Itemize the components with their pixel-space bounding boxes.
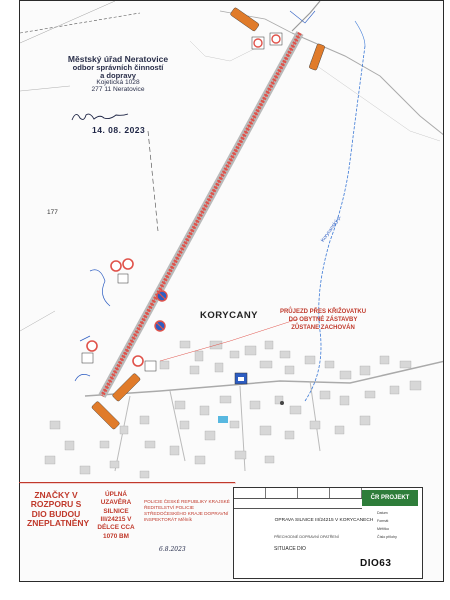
info-sign <box>118 274 128 283</box>
blue-annotation <box>90 270 110 306</box>
project-title: OPRAVA SILNICE III/24215 V KORYCANECH <box>274 518 374 523</box>
legend-invalid-signs: ZNAČKY V ROZPORU S DIO BUDOU ZNEPLATNĚNY <box>27 490 90 529</box>
road <box>292 33 444 136</box>
closure-sign <box>133 356 143 366</box>
stamp-line: Městský úřad Neratovice <box>67 54 169 64</box>
field-path <box>190 41 260 61</box>
tb-meta-item: Měřítko <box>377 526 389 531</box>
stamp-line: 277 11 Neratovice <box>91 85 145 93</box>
tb-row <box>234 498 362 509</box>
closure-sign <box>87 341 97 351</box>
stamp-line: Kojetická 1028 <box>96 78 140 86</box>
sheet-number: DIO63 <box>360 558 392 569</box>
barrier-sign <box>309 43 325 70</box>
tb-cell <box>234 488 266 498</box>
project-subtitle: PŘECHODNÉ DOPRAVNÍ OPATŘENÍ <box>274 535 339 539</box>
closure-sign <box>111 261 121 271</box>
police-stamp: POLICIE ČESKÉ REPUBLIKY KRAJSKÉ ŘEDITELSTVÍ POLICIE STŘEDOČESKÉHO KRAJE DOPRAVNÍ INSPEKTORÁT Mělník <box>144 499 230 522</box>
tb-meta-item: Formát <box>377 518 389 523</box>
water-body <box>218 416 228 423</box>
barrier-sign <box>230 7 260 32</box>
parcel-number: 177 <box>47 209 58 216</box>
point-marker <box>280 401 284 405</box>
closure-sign <box>123 259 133 269</box>
company-logo: ČR PROJEKT <box>362 490 418 506</box>
signature <box>70 110 130 124</box>
no-entry-sign <box>254 39 262 47</box>
handwritten-date-text: 6.8.2023 <box>159 546 186 553</box>
stamp-line: a dopravy <box>100 70 136 80</box>
tb-meta <box>377 510 421 542</box>
stream <box>355 21 365 46</box>
tb-cell <box>266 488 298 498</box>
title-block <box>233 487 423 579</box>
info-sign-glyph <box>238 377 244 381</box>
office-stamp <box>58 55 178 94</box>
town-name: KORYCANY <box>200 310 259 321</box>
boundary-line <box>20 86 70 331</box>
stream-label: Korycanský p. <box>320 214 343 244</box>
boundary-line <box>20 13 140 33</box>
no-entry-sign <box>272 35 280 43</box>
boundary-line <box>148 131 158 231</box>
tb-cell <box>298 488 330 498</box>
handwritten-date <box>159 538 186 556</box>
tb-cell <box>330 488 362 498</box>
legend-closure: ÚPLNÁ UZAVĚRA SILNICE III/24215 V DÉLCE CCA 1070 BM <box>97 491 135 540</box>
blue-annotation <box>290 11 315 23</box>
village-road <box>115 381 320 471</box>
tb-meta-item: Datum <box>377 511 388 515</box>
boundary-line <box>20 1 115 43</box>
stamp-date: 14. 08. 2023 <box>92 125 146 135</box>
legend <box>19 482 235 583</box>
stamp-line: odbor správních činností <box>72 62 164 72</box>
barrier-sign <box>91 401 120 430</box>
junction-note: PRŮJEZD PŘES KŘIŽOVATKU DO OBYTNÉ ZÁSTAVBY ZŮSTANE ZACHOVÁN <box>279 309 367 332</box>
tb-meta-item: Číslo přílohy <box>377 534 397 539</box>
info-sign <box>82 353 93 363</box>
drawing-name: SITUACE DIO <box>274 546 306 552</box>
info-sign <box>145 361 156 371</box>
